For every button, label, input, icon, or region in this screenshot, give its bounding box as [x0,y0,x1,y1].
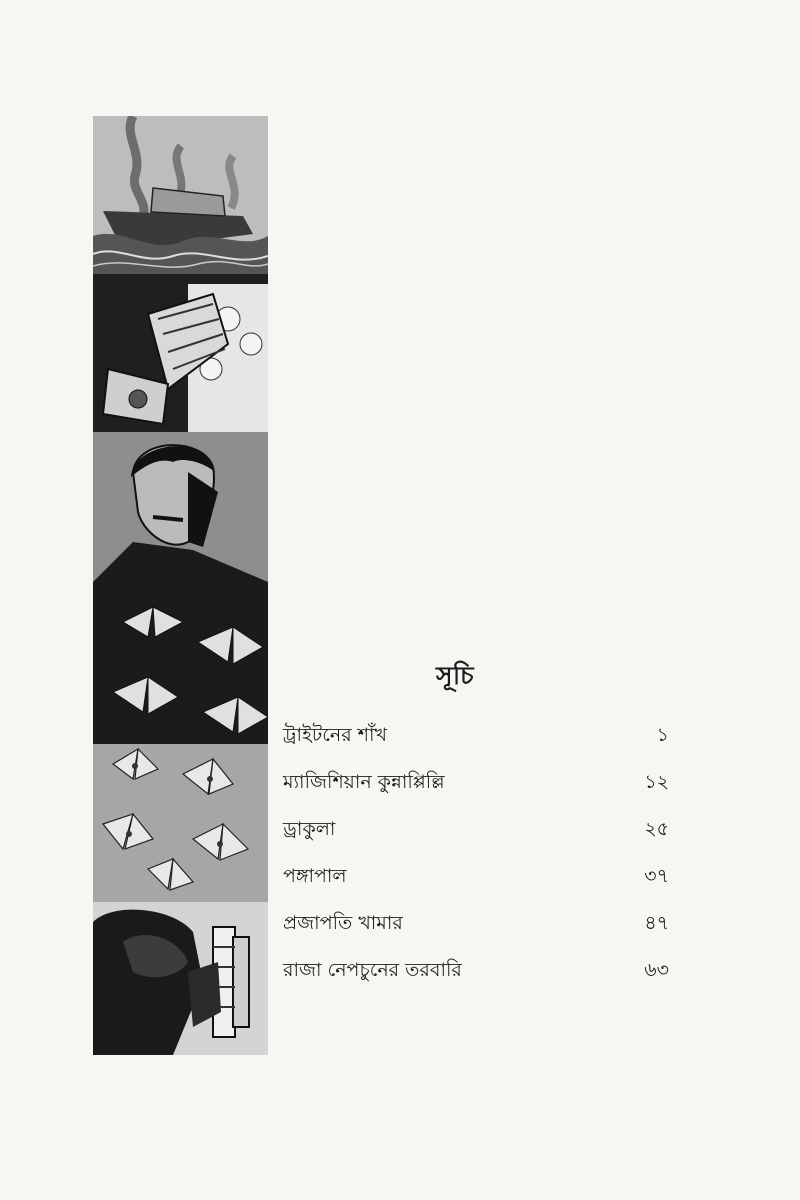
entry-title: ম্যাজিশিয়ান কুন্নাপ্পিল্লি [283,771,445,793]
entry-page: ১ [656,724,669,746]
entry-title: ট্রাইটনের শাঁখ [283,724,387,746]
entry-page: ৪৭ [644,912,669,934]
man-illustration [93,432,268,744]
contents-entry[interactable] [283,814,675,861]
entry-page: ১২ [644,771,669,793]
entry-page: ৩৭ [644,865,669,887]
entry-page: ৬৩ [644,959,669,981]
contents-entry[interactable] [283,908,675,955]
entry-title: প্রজাপতি খামার [283,912,403,934]
contents-entry[interactable] [283,861,675,908]
entry-page: ২৫ [644,818,669,840]
contents-entry[interactable] [283,767,675,814]
drum-illustration [93,274,268,432]
moths-illustration [93,744,268,902]
contents-heading: সূচি [436,661,475,690]
telescope-illustration [93,902,268,1055]
contents-entry[interactable] [283,720,675,767]
illustration-strip [93,116,268,1055]
ship-illustration [93,116,268,274]
contents-list [283,720,675,1002]
contents-entry[interactable] [283,955,675,1002]
entry-title: পঙ্গাপাল [283,865,347,887]
entry-title: ড্রাকুলা [283,818,336,840]
entry-title: রাজা নেপচুনের তরবারি [283,959,462,981]
